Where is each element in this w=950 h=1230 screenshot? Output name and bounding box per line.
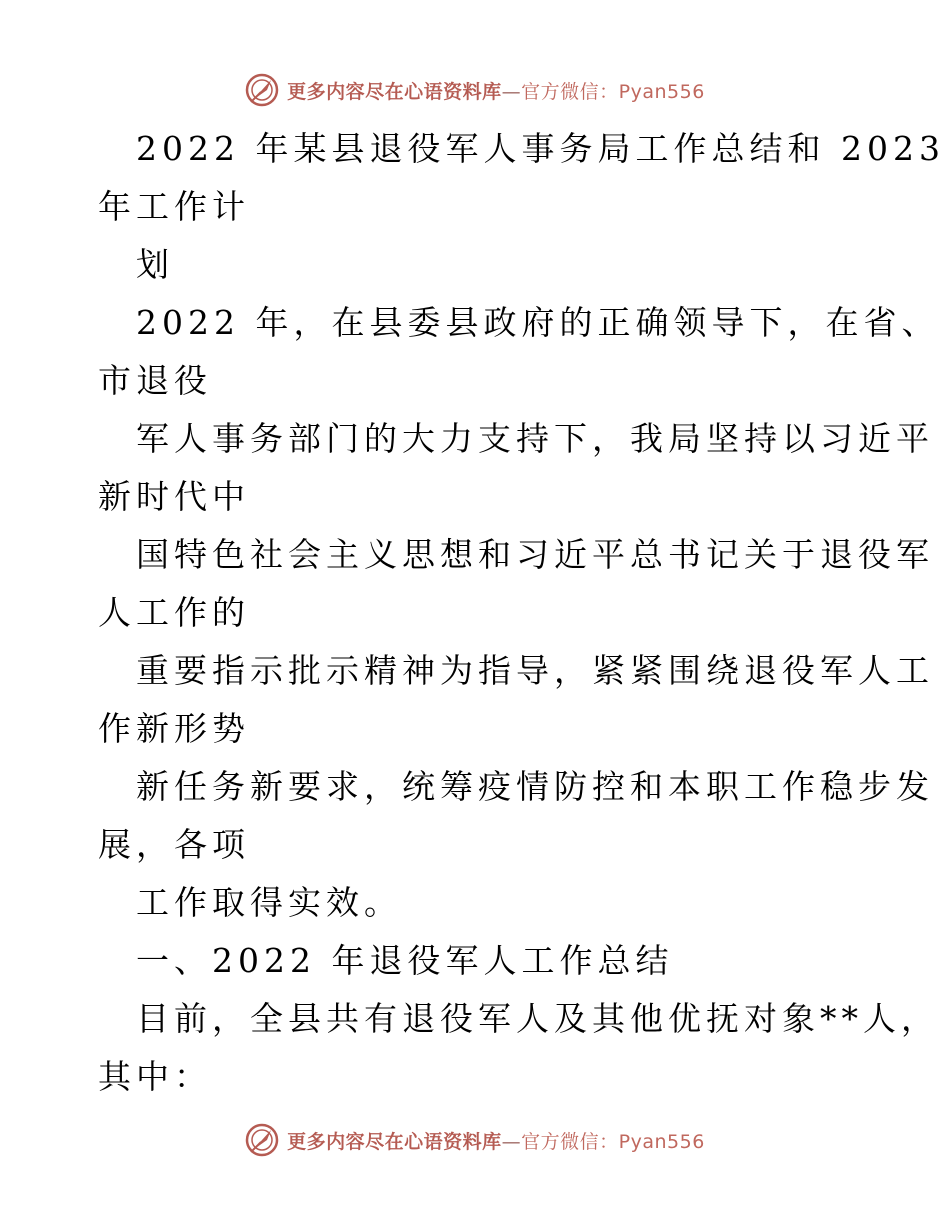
- watermark-text: [287, 1127, 705, 1154]
- text-line: 新时代中: [98, 477, 250, 516]
- watermark-separator: —: [501, 1130, 522, 1153]
- text-line: 军人事务部门的大力支持下，我局坚持以习近平: [136, 419, 934, 458]
- footer-watermark: [0, 1120, 950, 1160]
- text-line: 工作取得实效。: [136, 883, 402, 922]
- watermark-separator: —: [501, 80, 522, 103]
- text-line: 人工作的: [98, 593, 250, 632]
- quill-logo-icon: [245, 73, 279, 107]
- text-line: 其中：: [98, 1057, 212, 1096]
- watermark-main: 更多内容尽在心语资料库: [287, 80, 502, 103]
- text-line: 作新形势: [98, 709, 250, 748]
- text-line: 新任务新要求，统筹疫情防控和本职工作稳步发: [136, 767, 934, 806]
- text-line: 年工作计: [98, 187, 250, 226]
- text-line: 2022 年，在县委县政府的正确领导下，在省、: [136, 303, 940, 342]
- text-line: 展，各项: [98, 825, 250, 864]
- text-line: 划: [136, 245, 174, 284]
- header-watermark: [0, 70, 950, 110]
- watermark-text: [287, 77, 705, 104]
- watermark-main: 更多内容尽在心语资料库: [287, 1130, 502, 1153]
- document-body: [98, 120, 945, 1106]
- text-line: 一、2022 年退役军人工作总结: [136, 941, 674, 980]
- text-line: 重要指示批示精神为指导，紧紧围绕退役军人工: [136, 651, 934, 690]
- text-line: 市退役: [98, 361, 212, 400]
- text-line: 国特色社会主义思想和习近平总书记关于退役军: [136, 535, 934, 574]
- quill-logo-icon: [245, 1123, 279, 1157]
- text-line: 2022 年某县退役军人事务局工作总结和 2023: [136, 129, 945, 168]
- watermark-account: 官方微信：Pyan556: [521, 1130, 705, 1153]
- text-line: 目前，全县共有退役军人及其他优抚对象**人，: [136, 999, 939, 1038]
- watermark-account: 官方微信：Pyan556: [521, 80, 705, 103]
